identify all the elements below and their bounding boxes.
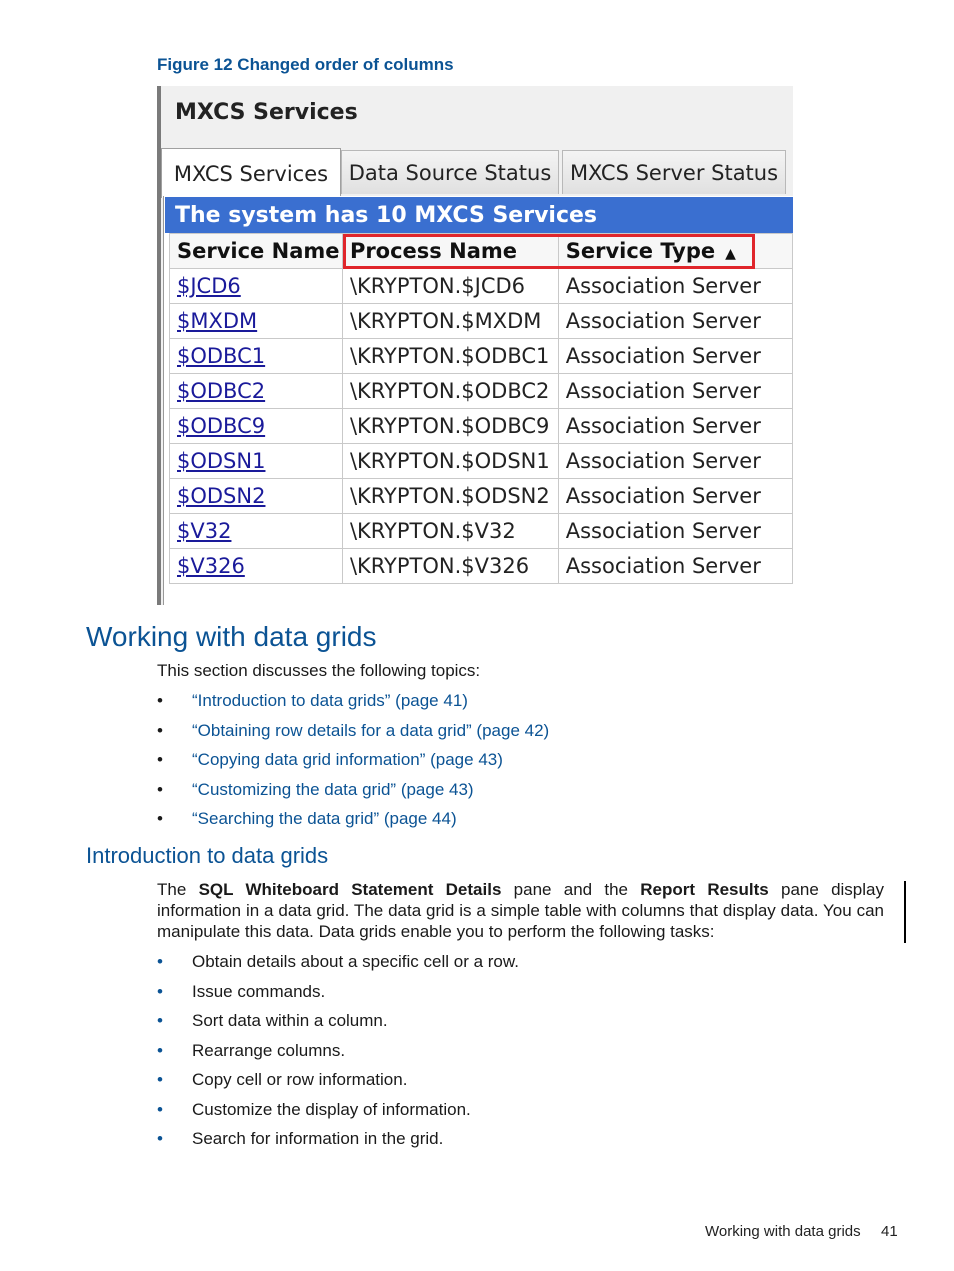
service-name-cell[interactable]: $JCD6 xyxy=(170,269,343,304)
screenshot-figure xyxy=(157,86,793,605)
services-count-banner: The system has 10 MXCS Services xyxy=(165,197,793,233)
table-row[interactable] xyxy=(170,339,793,374)
table-row[interactable] xyxy=(170,409,793,444)
sort-ascending-icon: ▲ xyxy=(725,246,736,262)
list-item xyxy=(157,1099,519,1129)
service-type-cell: Association Server xyxy=(558,479,792,514)
list-item xyxy=(157,808,549,838)
topic-link[interactable]: “Introduction to data grids” (page 41) xyxy=(192,691,468,710)
list-item xyxy=(157,720,549,750)
service-name-cell[interactable]: $ODBC2 xyxy=(170,374,343,409)
task-list xyxy=(157,951,519,1158)
bullet-icon: • xyxy=(157,952,163,971)
footer-title: Working with data grids xyxy=(705,1223,861,1240)
list-item xyxy=(157,1040,519,1070)
table-row[interactable] xyxy=(170,444,793,479)
bullet-icon: • xyxy=(157,981,163,1001)
table-row[interactable] xyxy=(170,269,793,304)
task-text: Customize the display of information. xyxy=(192,1099,471,1119)
tab-mxcs-services[interactable]: MXCS Services xyxy=(161,148,341,198)
section-heading: Working with data grids xyxy=(86,621,377,652)
process-name-cell: \KRYPTON.$ODSN2 xyxy=(342,479,558,514)
process-name-cell: \KRYPTON.$JCD6 xyxy=(342,269,558,304)
process-name-cell: \KRYPTON.$MXDM xyxy=(342,304,558,339)
process-name-cell: \KRYPTON.$ODBC1 xyxy=(342,339,558,374)
bullet-icon: • xyxy=(157,779,163,799)
service-type-cell: Association Server xyxy=(558,549,792,584)
table-row[interactable] xyxy=(170,549,793,584)
tab-mxcs-server-status[interactable]: MXCS Server Status xyxy=(562,150,786,194)
process-name-cell: \KRYPTON.$ODSN1 xyxy=(342,444,558,479)
bullet-icon: • xyxy=(157,691,163,710)
service-name-cell[interactable]: $MXDM xyxy=(170,304,343,339)
service-type-cell: Association Server xyxy=(558,269,792,304)
topic-link[interactable]: “Obtaining row details for a data grid” (page 42) xyxy=(192,720,550,740)
bullet-icon: • xyxy=(157,1099,163,1119)
task-text: Rearrange columns. xyxy=(192,1040,346,1060)
window-title: MXCS Services xyxy=(175,100,358,125)
service-type-cell: Association Server xyxy=(558,304,792,339)
list-item xyxy=(157,690,549,720)
table-row[interactable] xyxy=(170,514,793,549)
bullet-icon: • xyxy=(157,809,163,828)
list-item xyxy=(157,1128,519,1158)
task-text: Copy cell or row information. xyxy=(192,1070,408,1089)
service-type-cell: Association Server xyxy=(558,409,792,444)
table-row[interactable] xyxy=(170,479,793,514)
figure-caption: Figure 12 Changed order of columns xyxy=(157,55,454,74)
bullet-icon: • xyxy=(157,1011,163,1030)
bullet-icon: • xyxy=(157,750,163,769)
service-type-cell: Association Server xyxy=(558,444,792,479)
list-item xyxy=(157,951,519,981)
bullet-icon: • xyxy=(157,1070,163,1089)
process-name-cell: \KRYPTON.$V32 xyxy=(342,514,558,549)
bullet-icon: • xyxy=(157,720,163,740)
pane-name-report-results: Report Results xyxy=(640,880,769,899)
topic-link-list xyxy=(157,690,549,838)
subsection-heading: Introduction to data grids xyxy=(86,843,329,868)
process-name-cell: \KRYPTON.$ODBC9 xyxy=(342,409,558,444)
column-header-service-type[interactable]: Service Type ▲ xyxy=(558,234,792,269)
paragraph-text: The xyxy=(157,880,199,899)
column-header-service-name[interactable]: Service Name xyxy=(170,234,343,269)
service-name-cell[interactable]: $ODSN2 xyxy=(170,479,343,514)
process-name-cell: \KRYPTON.$ODBC2 xyxy=(342,374,558,409)
bullet-icon: • xyxy=(157,1129,163,1148)
task-text: Issue commands. xyxy=(192,981,326,1001)
pane-name-statement-details: SQL Whiteboard Statement Details xyxy=(198,880,502,899)
section-intro: This section discusses the following topics: xyxy=(157,661,481,680)
list-item xyxy=(157,749,549,779)
paragraph-text: pane display information in a data grid. The data grid is a simple table with columns that display data. You can manipulate this data. Data grids enable you to perform the following tasks: xyxy=(157,880,884,941)
list-item xyxy=(157,1069,519,1099)
page-number: 41 xyxy=(881,1223,898,1240)
service-name-cell[interactable]: $V32 xyxy=(170,514,343,549)
column-header-process-name[interactable]: Process Name xyxy=(342,234,558,269)
topic-link[interactable]: “Searching the data grid” (page 44) xyxy=(192,809,457,828)
list-item xyxy=(157,779,549,809)
bullet-icon: • xyxy=(157,1040,163,1060)
task-text: Sort data within a column. xyxy=(192,1011,388,1030)
tab-data-source-status[interactable]: Data Source Status xyxy=(341,150,559,194)
intro-paragraph xyxy=(157,879,884,942)
service-name-cell[interactable]: $ODBC1 xyxy=(170,339,343,374)
list-item xyxy=(157,1010,519,1040)
service-name-cell[interactable]: $V326 xyxy=(170,549,343,584)
service-type-cell: Association Server xyxy=(558,339,792,374)
service-type-cell: Association Server xyxy=(558,514,792,549)
task-text: Search for information in the grid. xyxy=(192,1129,444,1148)
service-name-cell[interactable]: $ODSN1 xyxy=(170,444,343,479)
table-row[interactable] xyxy=(170,304,793,339)
service-type-cell: Association Server xyxy=(558,374,792,409)
paragraph-text: pane and the xyxy=(501,880,641,899)
process-name-cell: \KRYPTON.$V326 xyxy=(342,549,558,584)
topic-link[interactable]: “Copying data grid information” (page 43) xyxy=(192,750,503,769)
service-name-cell[interactable]: $ODBC9 xyxy=(170,409,343,444)
change-bar xyxy=(904,881,906,943)
task-text: Obtain details about a specific cell or a row. xyxy=(192,952,519,971)
services-grid xyxy=(169,233,793,584)
highlight-box xyxy=(343,234,755,269)
table-row[interactable] xyxy=(170,374,793,409)
topic-link[interactable]: “Customizing the data grid” (page 43) xyxy=(192,779,474,799)
list-item xyxy=(157,981,519,1011)
